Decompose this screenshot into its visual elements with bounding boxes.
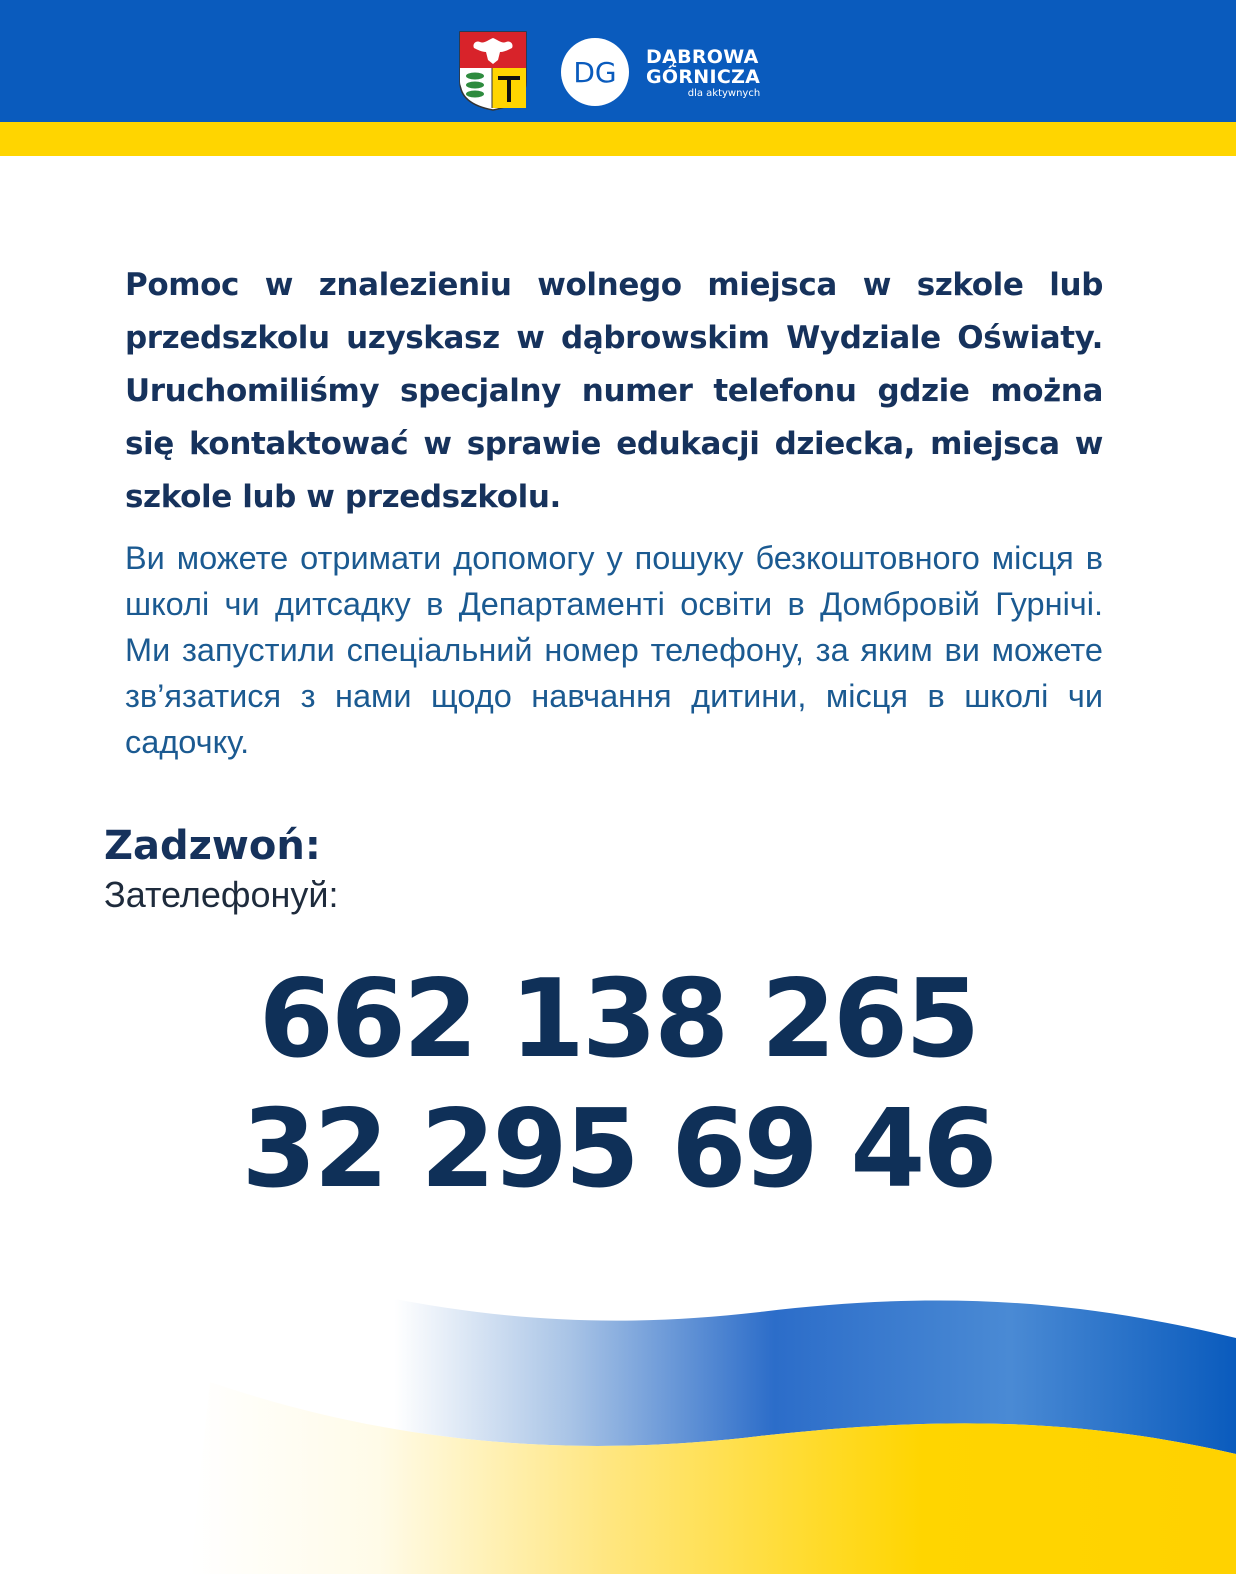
phone-number-mobile[interactable]: 662 138 265 [258, 957, 978, 1082]
brand-line-1: DĄBROWA [646, 46, 759, 68]
call-label-ukrainian: Зателефонуй: [104, 874, 339, 915]
coat-of-arms-icon [458, 30, 528, 112]
ukrainian-info-paragraph: Ви можете отримати допомогу у пошуку безкоштовного місця в школі чи дитсадку в Департаменті освіти в Домбровій Гурнічі. Ми запустили спеціальний номер телефону, за яким ви можете зв’язатися з нами щодо навчання дитини, місця в школі чи садочку. [125, 540, 1103, 760]
svg-text:DG: DG [573, 56, 617, 89]
brand-tagline: dla aktywnych [687, 88, 761, 99]
brand-wordmark [646, 48, 760, 99]
call-label-polish: Zadzwoń: [104, 823, 321, 869]
phone-number-landline[interactable]: 32 295 69 46 [241, 1087, 995, 1212]
polish-info-paragraph: Pomoc w znalezieniu wolnego miejsca w szkole lub przedszkolu uzyskasz w dąbrowskim Wydziale Oświaty. Uruchomiliśmy specjalny numer telefonu gdzie można się kontaktować w sprawie edukacji dziecka, miejsca w szkole lub w przedszkolu. [125, 267, 1103, 515]
dg-logo-icon [560, 37, 630, 107]
header-yellow-stripe [0, 122, 1236, 156]
brand-line-2: GÓRNICZA [646, 66, 761, 88]
ukrainian-flag-wave [0, 1240, 1236, 1574]
